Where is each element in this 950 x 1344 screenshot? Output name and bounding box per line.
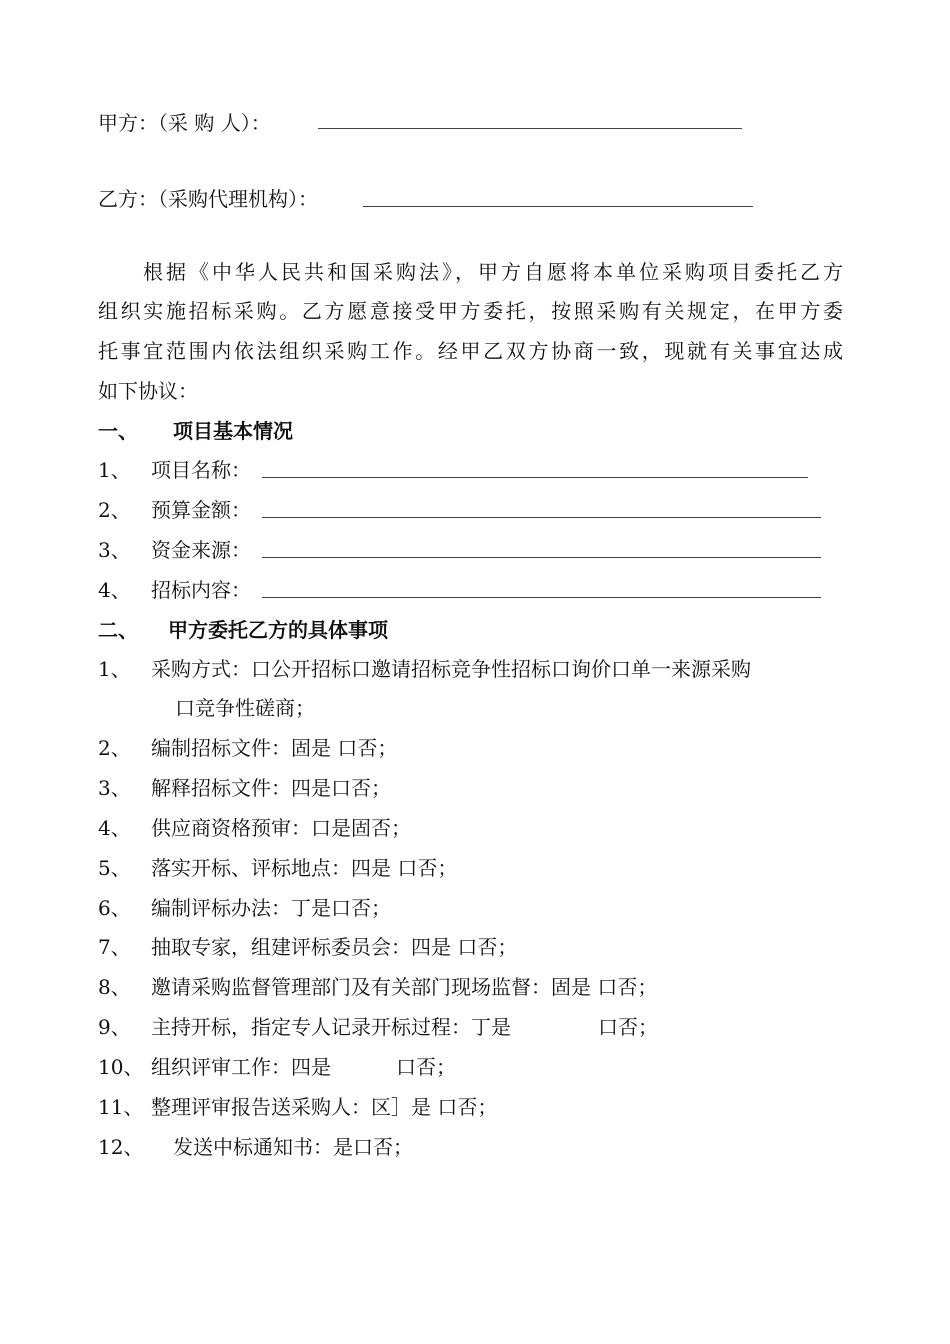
s2-item-10-number: 10、 <box>98 1055 144 1079</box>
s2-item-1-text: 采购方式：口公开招标口邀请招标竞争性招标口询价口单一来源采购 <box>151 657 751 681</box>
s2-item-2-number: 2、 <box>98 736 131 760</box>
s2-item-4-number: 4、 <box>98 816 131 840</box>
s2-item-8-number: 8、 <box>98 975 131 999</box>
section-1-number: 一、 <box>98 419 138 443</box>
s2-item-3-text: 解释招标文件：四是口否； <box>151 776 391 800</box>
s2-item-7-text: 抽取专家，组建评标委员会：四是 口否； <box>151 935 518 959</box>
s2-item-2-text: 编制招标文件：固是 口否； <box>151 736 398 760</box>
s1-item-2-number: 2、 <box>98 498 131 522</box>
s2-item-11-text: 整理评审报告送采购人：区］是 口否； <box>151 1095 498 1119</box>
s1-item-1-number: 1、 <box>98 458 131 482</box>
s2-item-12-text: 发送中标通知书：是口否； <box>173 1135 413 1159</box>
s1-item-4-label: 招标内容： <box>151 578 251 602</box>
s1-item-1-label: 项目名称： <box>151 458 251 482</box>
s2-item-9-number: 9、 <box>98 1015 131 1039</box>
s2-item-7-number: 7、 <box>98 935 131 959</box>
s2-item-8-text: 邀请采购监督管理部门及有关部门现场监督：固是 口否； <box>151 975 658 999</box>
budget-fill-line[interactable] <box>262 517 821 518</box>
section-2-number: 二、 <box>98 618 138 642</box>
s2-item-1-continuation: 口竞争性磋商； <box>175 696 315 720</box>
s2-item-9-text: 主持开标，指定专人记录开标过程：丁是 <box>151 1015 511 1039</box>
party-b-fill-line[interactable] <box>363 206 753 207</box>
s2-item-5-number: 5、 <box>98 856 131 880</box>
party-a-fill-line[interactable] <box>318 128 742 129</box>
section-2-title: 甲方委托乙方的具体事项 <box>168 618 388 642</box>
s2-item-11-number: 11、 <box>98 1095 144 1119</box>
project-name-fill-line[interactable] <box>262 477 808 478</box>
funding-source-fill-line[interactable] <box>262 557 821 558</box>
intro-line-3: 托事宜范围内依法组织采购工作。经甲乙双方协商一致，现就有关事宜达成 <box>98 339 843 363</box>
s2-item-12-number: 12、 <box>98 1135 144 1159</box>
intro-line-1: 根据《中华人民共和国采购法》，甲方自愿将本单位采购项目委托乙方 <box>143 260 843 284</box>
s1-item-4-number: 4、 <box>98 578 131 602</box>
s2-item-1-number: 1、 <box>98 657 131 681</box>
party-b-label: 乙方：（采购代理机构）： <box>98 187 318 211</box>
tender-content-fill-line[interactable] <box>262 597 821 598</box>
s2-item-5-text: 落实开标、评标地点：四是 口否； <box>151 856 458 880</box>
s1-item-3-label: 资金来源： <box>151 538 251 562</box>
s2-item-6-number: 6、 <box>98 896 131 920</box>
s2-item-6-text: 编制评标办法：丁是口否； <box>151 896 391 920</box>
s2-item-10-no-option[interactable]: 口否； <box>396 1055 456 1079</box>
s2-item-10-text: 组织评审工作：四是 <box>151 1055 331 1079</box>
s1-item-3-number: 3、 <box>98 538 131 562</box>
s2-item-9-no-option[interactable]: 口否； <box>598 1015 658 1039</box>
party-a-label: 甲方：（采 购 人）： <box>98 111 271 135</box>
s2-item-3-number: 3、 <box>98 776 131 800</box>
section-1-title: 项目基本情况 <box>173 419 293 443</box>
s2-item-4-text: 供应商资格预审：口是固否； <box>151 816 411 840</box>
intro-line-2: 组织实施招标采购。乙方愿意接受甲方委托，按照采购有关规定，在甲方委 <box>98 299 843 323</box>
intro-line-4: 如下协议： <box>98 379 198 403</box>
s1-item-2-label: 预算金额： <box>151 498 251 522</box>
